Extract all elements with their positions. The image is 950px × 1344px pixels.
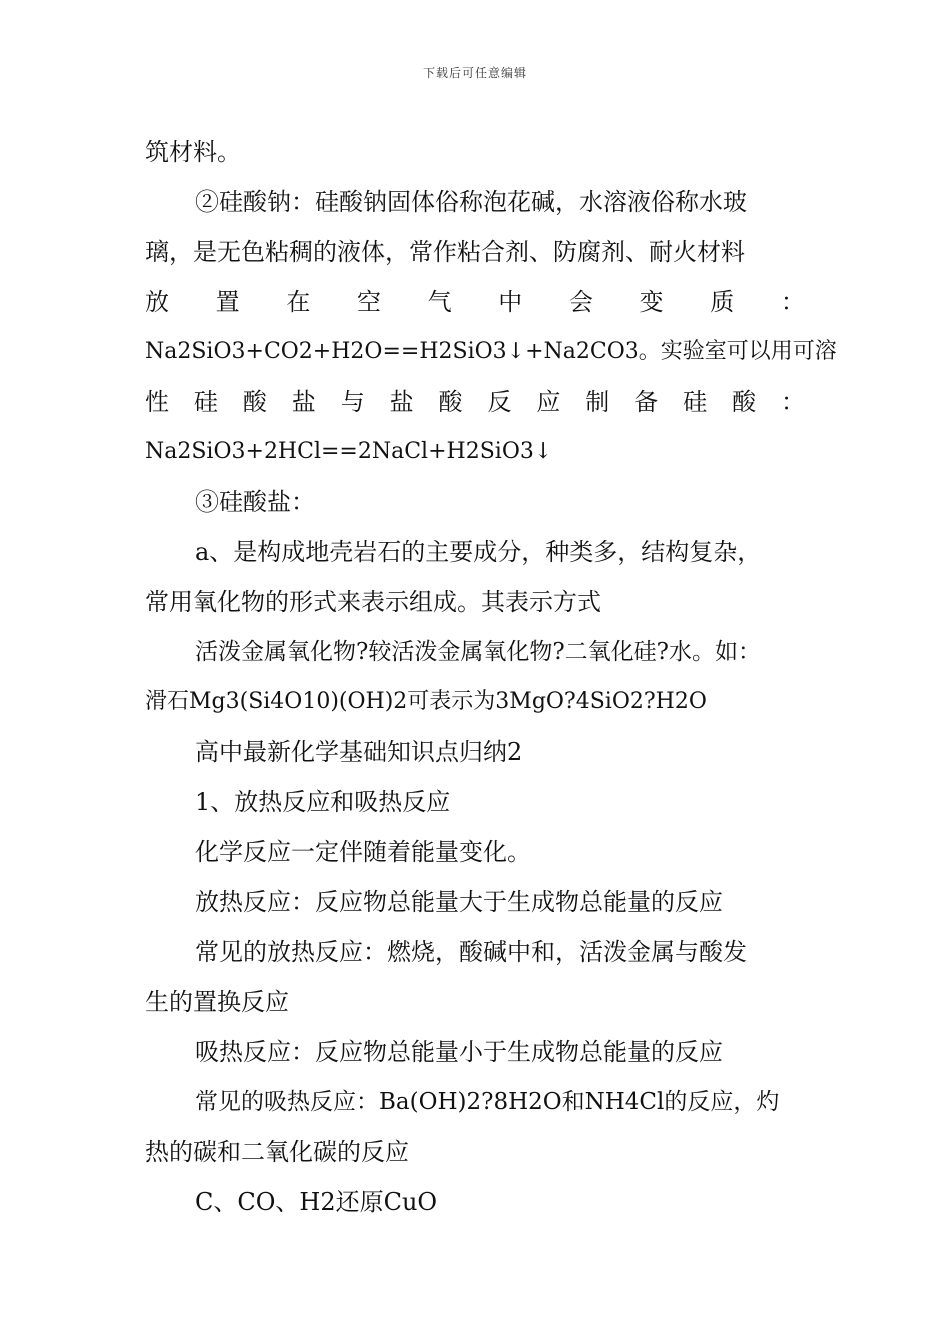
text-line: C、CO、H2还原CuO	[195, 1188, 438, 1216]
text-line: 璃，是无色粘稠的液体，常作粘合剂、防腐剂、耐火材料	[145, 238, 745, 266]
char: 硅	[193, 388, 218, 416]
text-line: 活泼金属氧化物?较活泼金属氧化物?二氧化硅?水。如：	[195, 639, 761, 665]
text-line-spread	[145, 286, 805, 318]
char: 质	[710, 288, 735, 316]
text-line: 放热反应：反应物总能量大于生成物总能量的反应	[195, 888, 723, 916]
char: 应	[536, 388, 561, 416]
text-line: ②硅酸钠：硅酸钠固体俗称泡花碱，水溶液俗称水玻	[195, 188, 747, 216]
text-line: 滑石Mg3(Si4O10)(OH)2可表示为3MgO?4SiO2?H2O	[145, 689, 707, 714]
char: 变	[639, 288, 664, 316]
text-line: 吸热反应：反应物总能量小于生成物总能量的反应	[195, 1038, 723, 1066]
text-line-spread	[145, 386, 805, 418]
char: 酸	[242, 388, 267, 416]
text-line: a、是构成地壳岩石的主要成分，种类多，结构复杂，	[195, 538, 762, 566]
text-line-formula: Na2SiO3+CO2+H2O==H2SiO3↓+Na2CO3。实验室可以用可溶	[145, 339, 837, 364]
char: 盐	[389, 388, 414, 416]
char: 中	[498, 288, 523, 316]
text-line: 生的置换反应	[145, 988, 289, 1016]
text-line: 1、放热反应和吸热反应	[195, 788, 451, 816]
char: 性	[145, 388, 169, 416]
section-heading: 高中最新化学基础知识点归纳2	[195, 738, 523, 766]
char: 置	[215, 288, 240, 316]
char: 酸	[438, 388, 463, 416]
char: 盐	[291, 388, 316, 416]
char: 酸	[732, 388, 757, 416]
char: 放	[145, 288, 169, 316]
char: ：	[780, 388, 805, 416]
char: 制	[585, 388, 610, 416]
char: 与	[340, 388, 365, 416]
char: 会	[568, 288, 593, 316]
char: 硅	[683, 388, 708, 416]
char: 反	[487, 388, 512, 416]
char: 气	[427, 288, 452, 316]
text-line: 常见的放热反应：燃烧，酸碱中和，活泼金属与酸发	[195, 938, 747, 966]
text-line: 筑材料。	[145, 138, 241, 166]
text-line: 热的碳和二氧化碳的反应	[145, 1138, 409, 1166]
text-line: ③硅酸盐：	[195, 488, 315, 516]
char: 在	[286, 288, 311, 316]
text-line-formula: Na2SiO3+2HCl==2NaCl+H2SiO3↓	[145, 439, 553, 464]
page-header: 下载后可任意编辑	[422, 66, 527, 80]
char: 备	[634, 388, 659, 416]
char: 空	[356, 288, 381, 316]
text-line: 常见的吸热反应：Ba(OH)2?8H2O和NH4Cl的反应，灼	[195, 1089, 780, 1115]
text-line: 常用氧化物的形式来表示组成。其表示方式	[145, 588, 601, 616]
char: ：	[780, 288, 805, 316]
text-line: 化学反应一定伴随着能量变化。	[195, 838, 531, 866]
